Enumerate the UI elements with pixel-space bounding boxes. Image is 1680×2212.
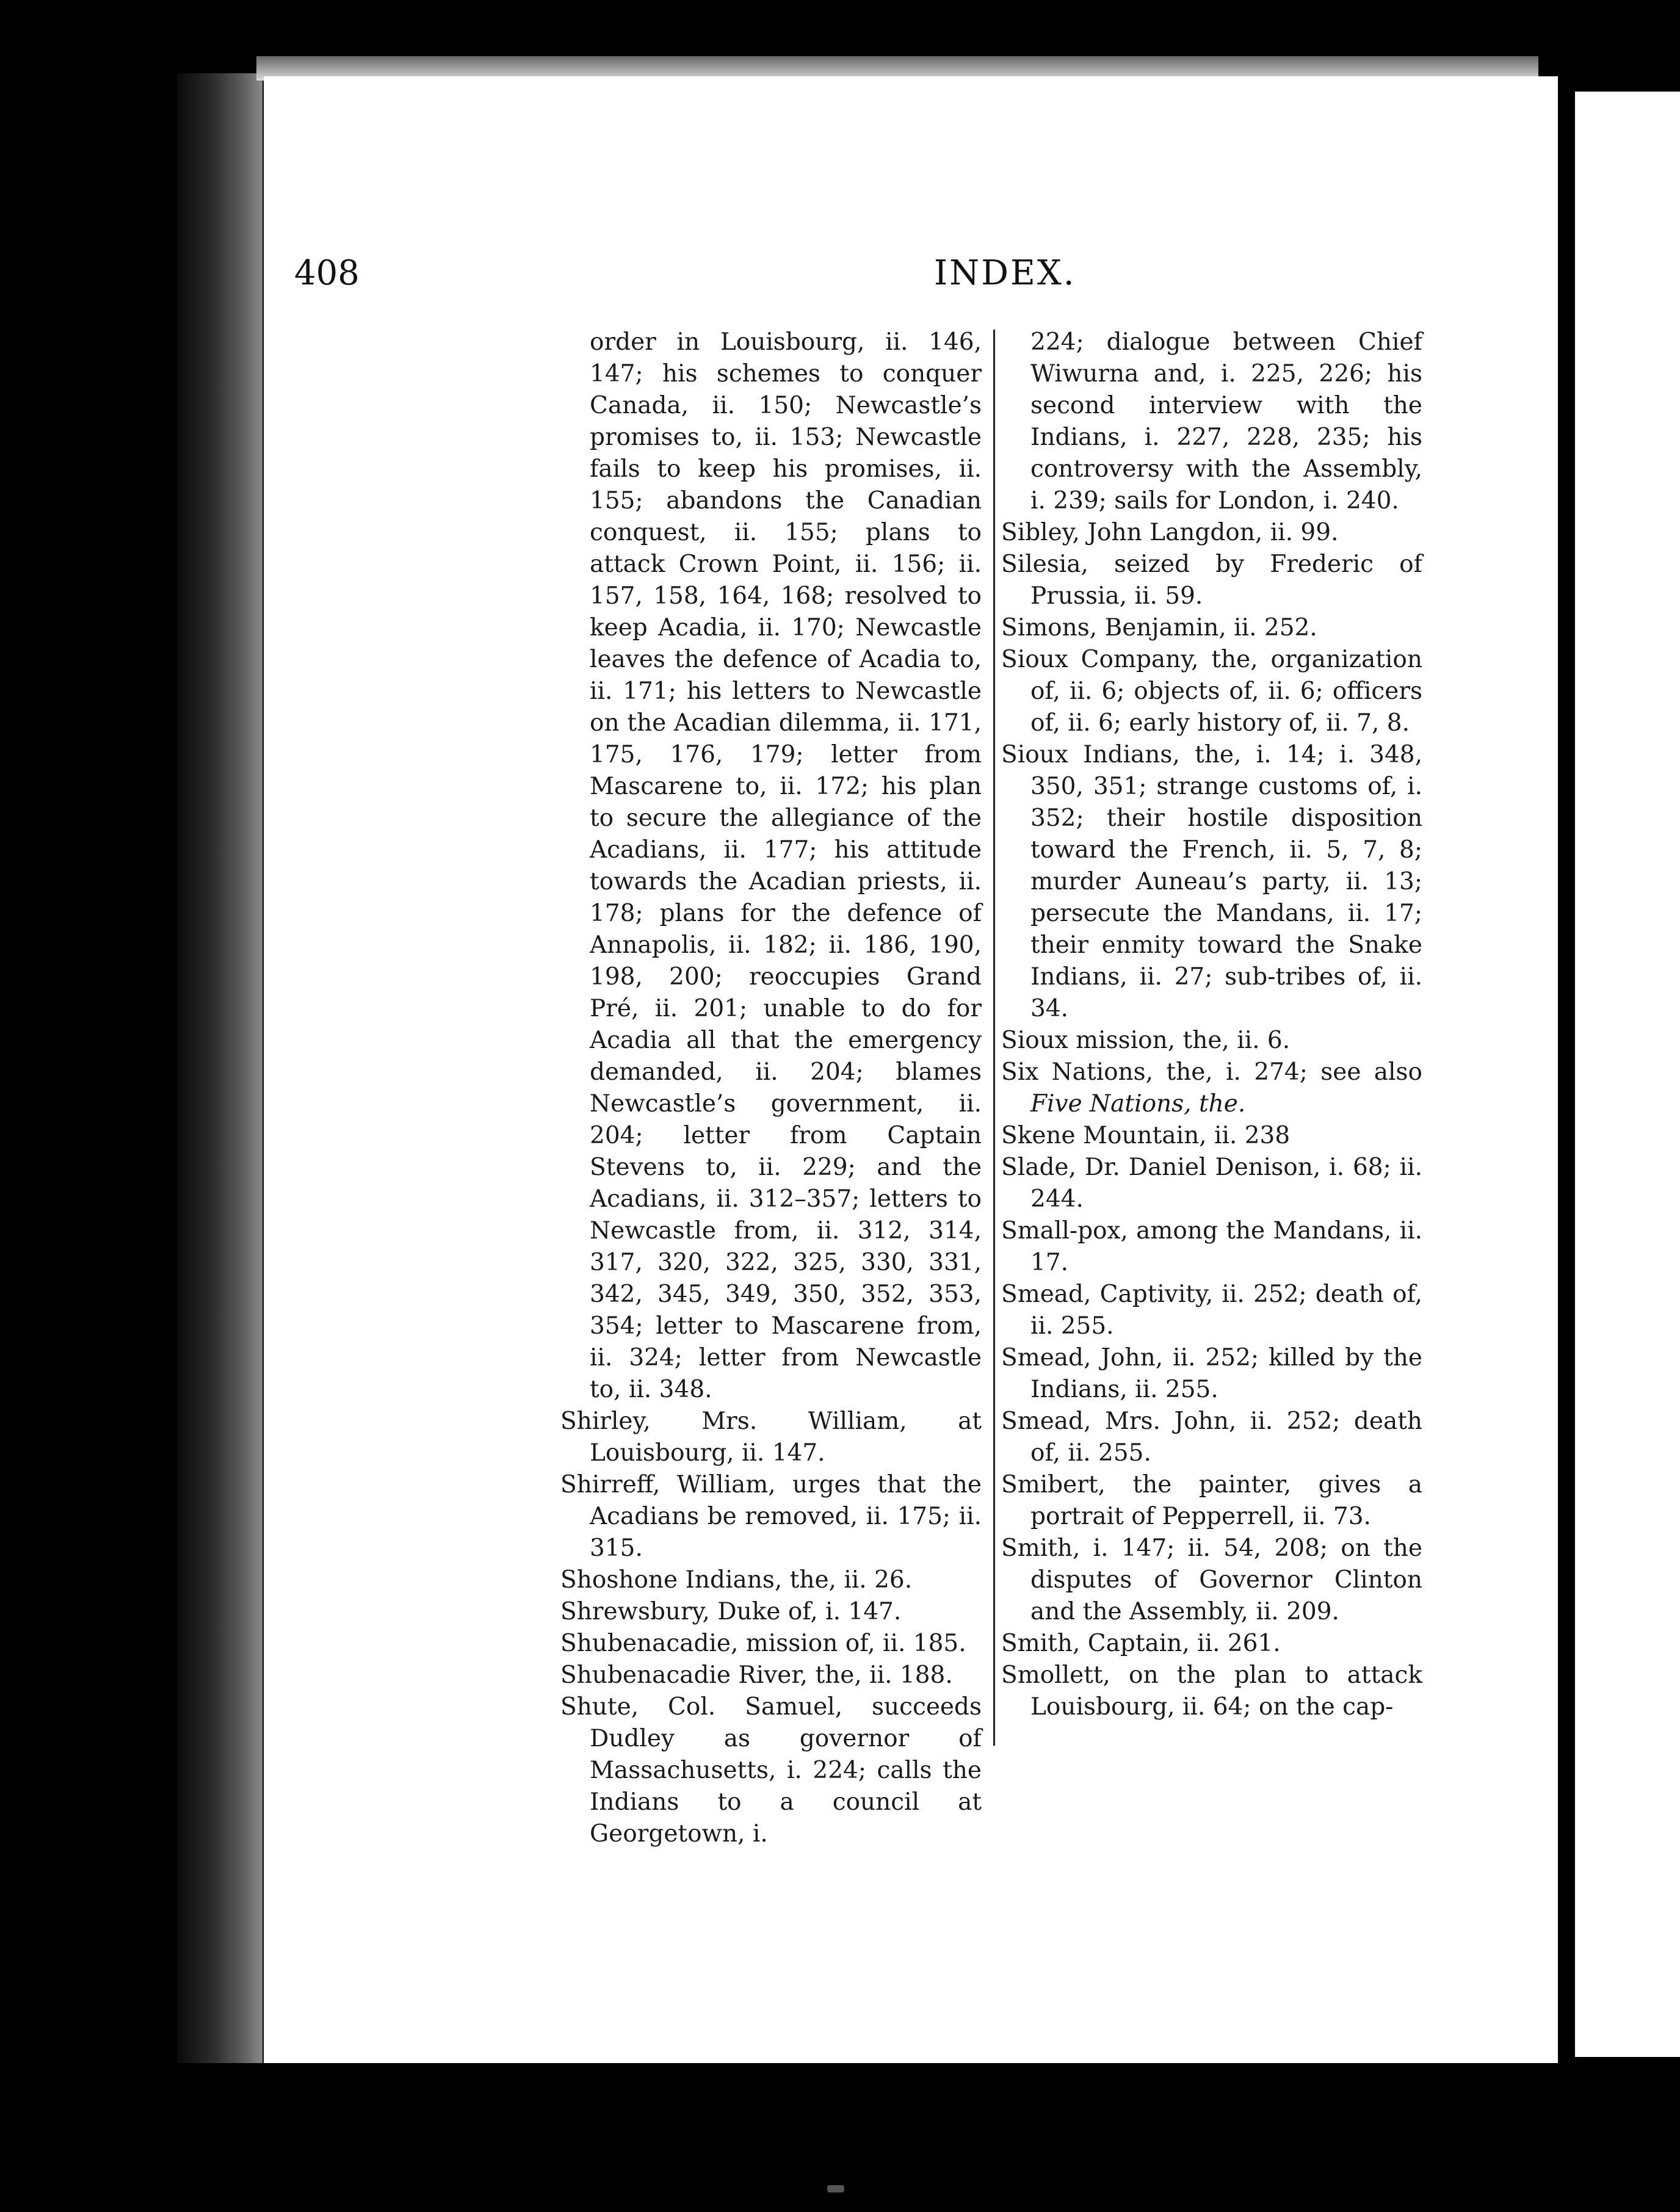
index-entry: Sibley, John Langdon, ii. 99. [1001,519,1339,546]
index-column-right [1001,327,1422,1723]
index-entry: Simons, Benjamin, ii. 252. [1001,614,1317,642]
facing-page-strip [1575,92,1680,2057]
index-entry: Smead, Captivity, ii. 252; death of, ii. 255. [1001,1281,1422,1340]
index-entry: Slade, Dr. Daniel Denison, i. 68; ii. 244. [1001,1154,1422,1213]
index-entry: Sioux Company, the, organization of, ii. 6; objects of, ii. 6; officers of, ii. 6; early history of, ii. 7, 8. [1001,646,1422,737]
index-entry: Smith, i. 147; ii. 54, 208; on the disputes of Governor Clinton and the Assembly, ii. 209. [1001,1534,1422,1625]
running-head [0,253,1680,302]
index-entry: 224; dialogue between Chief Wiwurna and, i. 225, 226; his second interview with the Indians, i. 227, 228, 235; his controversy with the Assembly, i. 239; sails for London, i. 240. [1030,328,1422,515]
index-entry: Sioux Indians, the, i. 14; i. 348, 350, 351; strange customs of, i. 352; their hostile disposition toward the French, ii. 5, 7, 8; murder Auneau’s party, ii. 13; persecute the Mandans, ii. 17; their enmity toward the Snake Indians, ii. 27; sub-tribes of, ii. 34. [1001,741,1422,1022]
page-number: 408 [294,253,360,293]
scan-speck [827,2185,844,2192]
page-title: INDEX. [934,253,1076,293]
index-entry: Smollett, on the plan to attack Louisbourg, ii. 64; on the cap- [1001,1661,1422,1721]
index-entry-text: Six Nations, the, i. 274; see also [1001,1058,1422,1086]
index-entry: Shubenacadie, mission of, ii. 185. [560,1630,966,1657]
index-entry: Smibert, the painter, gives a portrait of Pepperrell, ii. 73. [1001,1471,1422,1530]
index-entry: Shirreff, William, urges that the Acadians be removed, ii. 175; ii. 315. [560,1471,982,1562]
index-entry: Shirley, Mrs. William, at Louisbourg, ii. 147. [560,1408,982,1467]
see-also-reference: Five Nations, the. [1030,1090,1246,1118]
index-entry: Small-pox, among the Mandans, ii. 17. [1001,1217,1422,1276]
index-column-left [560,327,982,1850]
column-divider [993,330,995,1746]
index-entry: Sioux mission, the, ii. 6. [1001,1027,1291,1054]
index-entry: Silesia, seized by Frederic of Prussia, ii. 59. [1001,551,1422,610]
index-entry: Shute, Col. Samuel, succeeds Dudley as governor of Massachusetts, i. 224; calls the Indians to a council at Georgetown, i. [560,1693,982,1848]
index-entry: Shubenacadie River, the, ii. 188. [560,1661,953,1689]
book-spine [177,73,262,2063]
index-entry: Smead, Mrs. John, ii. 252; death of, ii. 255. [1001,1408,1422,1467]
index-entry: Shoshone Indians, the, ii. 26. [560,1566,913,1594]
index-entry: Skene Mountain, ii. 238 [1001,1122,1291,1149]
index-entry: order in Louisbourg, ii. 146, 147; his schemes to conquer Canada, ii. 150; Newcastle’s promises to, ii. 153; Newcastle fails to keep his promises, ii. 155; abandons the Canadian conquest, ii. 155; plans to attack Crown Point, ii. 156; ii. 157, 158, 164, 168; resolved to keep Acadia, ii. 170; Newcastle leaves the defence of Acadia to, ii. 171; his letters to Newcastle on the Acadian dilemma, ii. 171, 175, 176, 179; letter from Mascarene to, ii. 172; his plan to secure the allegiance of the Acadians, ii. 177; his attitude towards the Acadian priests, ii. 178; plans for the defence of Annapolis, ii. 182; ii. 186, 190, 198, 200; reoccupies Grand Pré, ii. 201; unable to do for Acadia all that the emergency demanded, ii. 204; blames Newcastle’s government, ii. 204; letter from Captain Stevens to, ii. 229; and the Acadians, ii. 312–357; letters to Newcastle from, ii. 312, 314, 317, 320, 322, 325, 330, 331, 342, 345, 349, 350, 352, 353, 354; letter to Mascarene from, ii. 324; letter from Newcastle to, ii. 348. [590,328,982,1403]
index-entry: Smead, John, ii. 252; killed by the Indians, ii. 255. [1001,1344,1422,1403]
index-entry: Smith, Captain, ii. 261. [1001,1630,1281,1657]
index-entry [1001,1057,1422,1120]
index-entry: Shrewsbury, Duke of, i. 147. [560,1598,902,1625]
